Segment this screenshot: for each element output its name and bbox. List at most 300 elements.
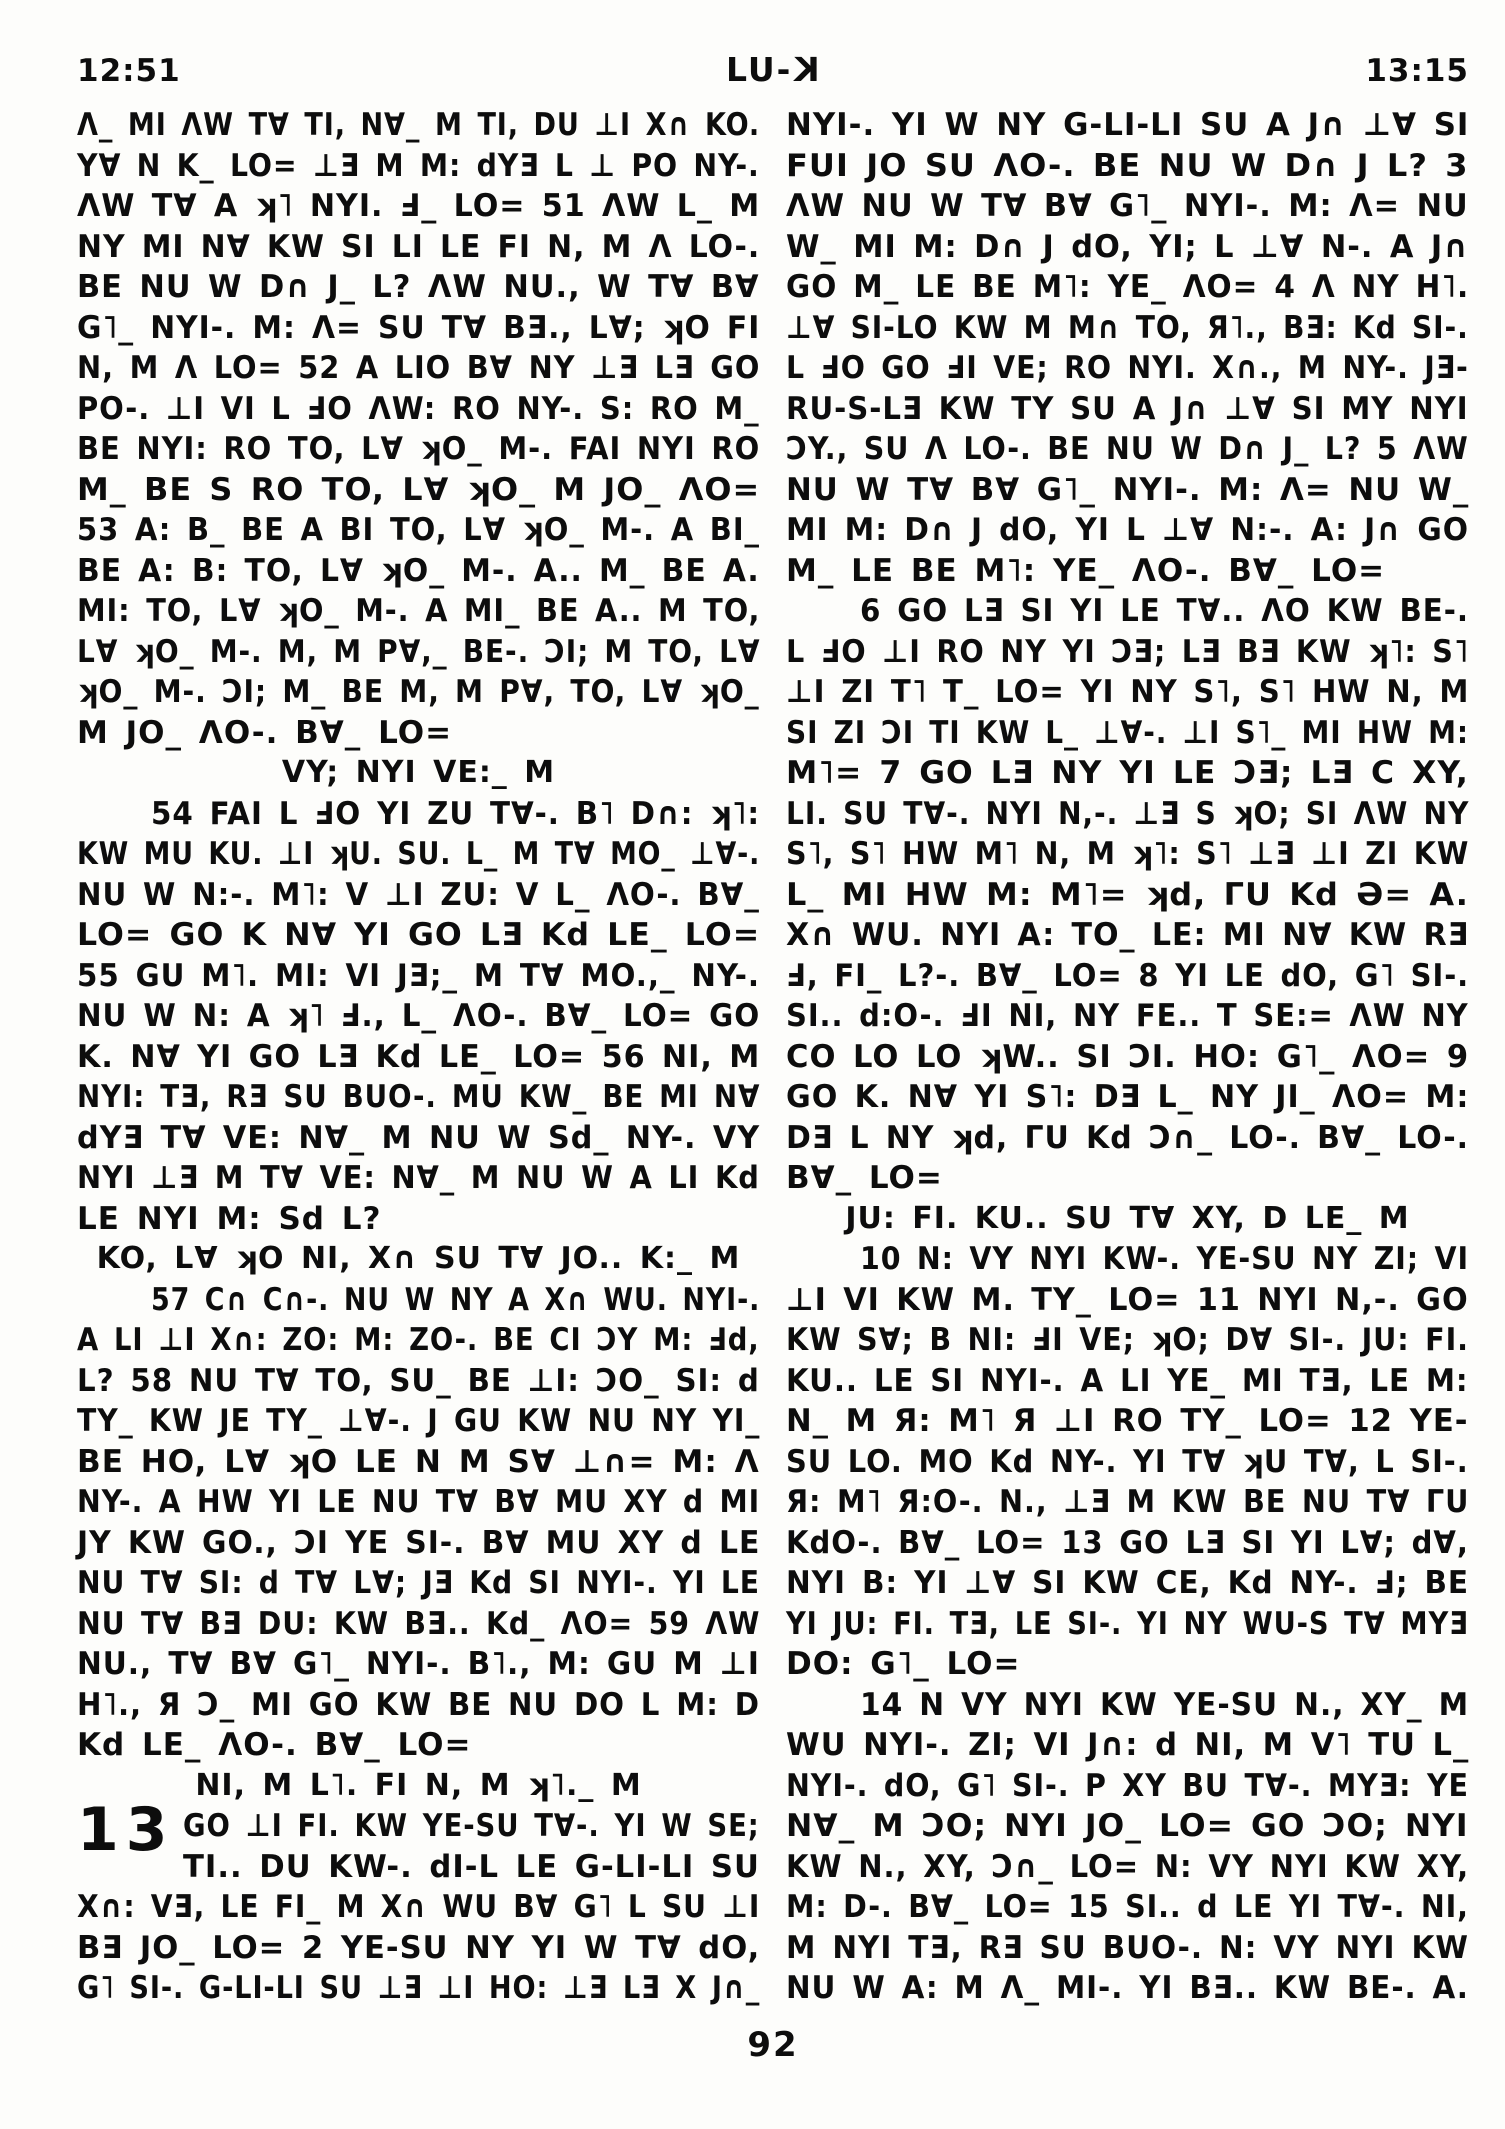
- section-heading: [77, 1766, 760, 1807]
- text-line: [786, 1361, 1469, 1402]
- text-line: [786, 1077, 1469, 1118]
- verse-ref-right: 13:15: [1365, 53, 1469, 89]
- text-run: M_ LE BE M˥: YE_ ΛO-. B∀_ LO=: [786, 552, 1386, 589]
- text-run: TY_ KW JE TY_ ⊥∀-. J GU KW NU NY YI_: [77, 1403, 761, 1439]
- text-run: A LI ⊥I X∩: ZO: M: ZO-. BE CI ƆY M: Ⅎd,: [77, 1322, 760, 1358]
- text-line: [786, 713, 1469, 754]
- text-line: [786, 753, 1469, 794]
- text-line-content: [77, 105, 760, 146]
- text-run: L?: [77, 1362, 131, 1399]
- text-line-content: [786, 1604, 1469, 1645]
- text-line: [77, 227, 760, 268]
- verse-number: 55: [77, 957, 120, 994]
- paragraph: [786, 1685, 1469, 2009]
- verse-number: 3: [1445, 147, 1469, 184]
- text-line-content: [786, 105, 1469, 146]
- text-line: [77, 713, 760, 754]
- text-line: [77, 632, 760, 673]
- text-line-content: [77, 146, 760, 187]
- text-line: [860, 1239, 1469, 1280]
- text-line-content: [77, 1644, 760, 1685]
- text-run: M JO_ ΛO-. B∀_ LO=: [77, 714, 453, 751]
- verse-number: 58: [130, 1362, 174, 1399]
- text-run: X∩: VƎ, LE FI_ M X∩ WU B∀ G˥ L SU ⊥I: [77, 1889, 761, 1925]
- text-line: [77, 470, 760, 511]
- text-line: [786, 1442, 1469, 1483]
- text-line: [786, 429, 1469, 470]
- text-line: [860, 591, 1469, 632]
- text-line-content: [786, 834, 1469, 875]
- chapter-block: [77, 1795, 761, 2009]
- text-run: GO K. N∀ YI S˥: DƎ L_ NY JI_ ΛO= M:: [786, 1079, 1470, 1115]
- text-run: L_ MI HW M: M˥= ʞd, ΓU Kd Ə= A.: [786, 876, 1469, 913]
- text-line: [77, 1482, 760, 1523]
- text-run: ƆY., SU Λ LO-. BE NU W D∩ J_ L?: [786, 431, 1377, 467]
- text-line: [77, 1604, 760, 1645]
- verse-number: 6: [860, 593, 882, 629]
- text-run: KdO-. B∀_ LO=: [786, 1524, 1062, 1561]
- text-run: NY MI N∀ KW SI LI LE FI N, M Λ LO-.: [77, 228, 761, 265]
- text-line-content: [786, 1887, 1469, 1928]
- text-line-content: [786, 389, 1469, 430]
- verse-number: 11: [1196, 1281, 1241, 1318]
- text-line-content: [786, 1280, 1469, 1321]
- text-line: [77, 146, 760, 187]
- text-run: LO= GO K N∀ YI GO LƎ Kd LE_ LO=: [77, 917, 761, 953]
- text-run: NYI B: YI ⊥∀ SI KW CE, Kd NY-. Ⅎ; BE: [786, 1565, 1470, 1601]
- text-line-content: [786, 1725, 1469, 1766]
- text-line-content: [77, 1158, 760, 1199]
- text-line: [786, 632, 1469, 673]
- text-line: [786, 105, 1469, 146]
- text-line-content: [786, 551, 1385, 592]
- text-line-content: [183, 1806, 760, 1847]
- text-line: [786, 1806, 1469, 1847]
- text-line: [786, 956, 1469, 997]
- book-title: [726, 50, 820, 90]
- text-line: [786, 672, 1469, 713]
- text-run: NYI: TƎ, RƎ SU BUO-. MU KW_ BE MI N∀: [77, 1079, 761, 1115]
- section-heading: [786, 1199, 1469, 1240]
- text-run: ΛW T∀ A ʞ˥ NYI. Ⅎ_ LO=: [77, 188, 542, 224]
- text-line-content: [786, 1928, 1469, 1969]
- text-run: YE-: [1392, 1403, 1469, 1439]
- text-line: [77, 510, 760, 551]
- text-line-content: [786, 672, 1469, 713]
- text-run: GU M˥. MI: VI JƎ;_ M T∀ MO.,_ NY-.: [119, 957, 760, 994]
- text-line-content: [786, 1077, 1469, 1118]
- text-line-content: [860, 591, 1469, 632]
- text-run: M_ BE S RO TO, L∀ ʞO_ M JO_ ΛO=: [77, 471, 761, 508]
- text-run: M NYI TƎ, RƎ SU BUO-. N: VY NYI KW: [786, 1929, 1469, 1966]
- text-run: NU T∀ TO, SU_ BE ⊥I: ƆO_ SI: d: [173, 1362, 760, 1399]
- text-run: ʞO_ M-. ƆI; M_ BE M, M P∀, TO, L∀ ʞO_: [77, 674, 760, 710]
- column-right: [786, 105, 1469, 2009]
- text-line: [77, 1158, 760, 1199]
- text-line-content: [786, 875, 1469, 916]
- text-line-content: [77, 915, 760, 956]
- text-line-content: [786, 1523, 1469, 1564]
- text-line: [77, 1442, 760, 1483]
- paragraph: [786, 105, 1469, 591]
- text-line: [77, 956, 760, 997]
- chapter-number: 13: [77, 1795, 175, 1865]
- text-run: Λ_ MI ΛW T∀ TI, N∀_ M TI, DU ⊥I X∩ KO.: [77, 107, 761, 143]
- text-line-content: [77, 875, 760, 916]
- text-run: NU T∀ SI: d T∀ L∀; JƎ Kd SI NYI-. YI LE: [77, 1565, 760, 1601]
- text-line: [77, 1968, 760, 2009]
- text-line-content: [786, 1766, 1469, 1807]
- text-run: K. N∀ YI GO LƎ Kd LE_ LO=: [77, 1038, 602, 1075]
- paragraph: [786, 591, 1469, 1199]
- text-run: SI.. d:O-. ℲI NI, NY FE.. T SE:= ΛW NY: [786, 998, 1469, 1034]
- text-line-content: [786, 1118, 1469, 1159]
- verse-number: 54: [151, 795, 194, 832]
- text-run: N VY NYI KW YE-SU N., XY_ M: [903, 1686, 1470, 1723]
- text-line: [77, 105, 760, 146]
- section-heading: [77, 753, 760, 794]
- text-line-content: [77, 956, 760, 997]
- page-number: 92: [747, 2024, 799, 2065]
- text-run: N, M Λ LO=: [77, 350, 299, 386]
- text-line-content: [77, 1199, 382, 1240]
- text-line-content: [786, 348, 1469, 389]
- text-line: [786, 834, 1469, 875]
- text-run: NU W N:-. M˥: V ⊥I ZU: V L_ ΛO-. B∀_: [77, 876, 760, 913]
- text-run: VY; NYI VE:_ M: [281, 755, 556, 790]
- text-line-content: [77, 1442, 760, 1483]
- text-line: [183, 1847, 760, 1888]
- verse-number: 9: [1446, 1038, 1470, 1075]
- section-heading-text: [97, 1239, 741, 1280]
- text-run: MI M: D∩ J dO, YI L ⊥∀ N:-. A: J∩ GO: [786, 512, 1469, 548]
- verse-ref-left: 12:51: [77, 53, 181, 89]
- column-left: [77, 105, 760, 2009]
- text-line: [151, 794, 760, 835]
- text-run: DO: G˥_ LO=: [786, 1646, 1021, 1682]
- text-line-content: [77, 1685, 760, 1726]
- text-line-content: [786, 753, 1469, 794]
- text-run: GO LƎ NY YI LE ƆƎ; LƎ C XY,: [902, 755, 1469, 791]
- text-run: N∀_ M ƆO; NYI JO_ LO= GO ƆO; NYI: [786, 1808, 1469, 1844]
- text-line-content: [786, 1401, 1469, 1442]
- text-line: [77, 1644, 760, 1685]
- section-heading: [77, 1239, 760, 1280]
- text-line-content: [786, 1968, 1469, 2009]
- text-line-content: [77, 348, 760, 389]
- text-run: TI.. DU KW-. dI-L LE G-LI-LI SU: [183, 1848, 760, 1885]
- text-run: ΛW L_ M: [585, 188, 761, 224]
- text-run: JU: FI. KU.. SU T∀ XY, D LE_ M: [845, 1200, 1410, 1236]
- text-line: [786, 1523, 1469, 1564]
- text-line-content: [77, 1968, 760, 2009]
- text-run: NI, M L˥. FI N, M ʞ˥._ M: [195, 1767, 642, 1803]
- text-run: YE-SU NY YI W T∀ dO,: [324, 1929, 761, 1966]
- text-line: [77, 591, 760, 632]
- text-line-content: [77, 591, 760, 632]
- text-line: [77, 1401, 760, 1442]
- text-run: ΛW: [689, 1605, 761, 1642]
- text-run: KU.. LE SI NYI-. A LI YE_ MI TƎ, LE M:: [786, 1362, 1469, 1399]
- text-columns: [77, 105, 1469, 2009]
- text-line: [77, 1118, 760, 1159]
- text-run: BE NU W D∩ J_ L? ΛW NU., W T∀ B∀: [77, 269, 760, 305]
- text-line: [77, 672, 760, 713]
- text-line-content: [77, 1928, 760, 1969]
- text-line-content: [77, 551, 760, 592]
- text-line-content: [77, 713, 452, 754]
- text-line: [786, 1847, 1469, 1888]
- text-line-content: [77, 996, 760, 1037]
- text-run: H˥., Я Ɔ_ MI GO KW BE NU DO L M: D: [77, 1686, 760, 1723]
- verse-number: 2: [301, 1929, 325, 1966]
- text-line: [77, 1685, 760, 1726]
- text-run: ⊥∀ SI-LO KW M M∩ TO, Я˥., BƎ: Kd SI-.: [786, 309, 1469, 346]
- text-run: YI JU: FI. TƎ, LE SI-. YI NY WU-S T∀ MYƎ: [786, 1605, 1469, 1642]
- text-run: L∀ ʞO_ M-. M, M P∀,_ BE-. ƆI; M TO, L∀: [77, 633, 761, 670]
- text-line: [786, 470, 1469, 511]
- text-line: [77, 1725, 760, 1766]
- section-heading-text: [845, 1199, 1409, 1240]
- text-line: [77, 551, 760, 592]
- section-heading-text: [282, 753, 555, 794]
- text-line-content: [77, 1037, 760, 1078]
- text-line-content: [860, 1239, 1469, 1280]
- verse-number: 51: [541, 188, 586, 224]
- text-line-content: [77, 308, 760, 349]
- text-run: M: D-. B∀_ LO=: [786, 1889, 1069, 1925]
- text-line-content: [786, 713, 1469, 754]
- text-line-content: [77, 1725, 471, 1766]
- text-line-content: [786, 510, 1469, 551]
- text-line-content: [786, 1158, 943, 1199]
- text-line-content: [786, 996, 1469, 1037]
- section-heading-text: [195, 1766, 641, 1807]
- verse-number: 7: [879, 755, 903, 791]
- text-line: [786, 1563, 1469, 1604]
- text-line-content: [151, 794, 760, 835]
- text-run: SU LO. MO Kd NY-. YI T∀ ʞU T∀, L SI-.: [786, 1443, 1469, 1480]
- text-line: [786, 146, 1469, 187]
- text-run: Ⅎ, FI_ L?-. B∀_ LO=: [786, 957, 1139, 994]
- text-line-content: [77, 470, 760, 511]
- text-line: [786, 308, 1469, 349]
- text-run: MI: TO, L∀ ʞO_ M-. A MI_ BE A.. M TO,: [77, 593, 761, 629]
- text-run: FAI L ℲO YI ZU T∀-. B˥ D∩: ʞ˥:: [193, 795, 761, 832]
- text-line: [77, 1928, 760, 1969]
- text-line: [786, 389, 1469, 430]
- text-line: [77, 389, 760, 430]
- text-run: N: VY NYI KW-. YE-SU NY ZI; VI: [901, 1241, 1469, 1277]
- text-line-content: [77, 1118, 760, 1159]
- text-run: ⊥I VI KW M. TY_ LO=: [786, 1281, 1197, 1318]
- text-run: LE NYI M: Sd L?: [77, 1200, 382, 1237]
- verse-number: 59: [648, 1605, 690, 1642]
- text-line-content: [77, 389, 760, 430]
- text-line-content: [786, 1361, 1469, 1402]
- text-run: ⊥I ZI T˥ T_ LO= YI NY S˥, S˥ HW N, M: [786, 674, 1470, 710]
- text-run: GO LƎ SI YI L∀; d∀,: [1103, 1524, 1469, 1561]
- text-line-content: [77, 1077, 760, 1118]
- text-line-content: [77, 227, 760, 268]
- text-run: NYI ⊥Ǝ M T∀ VE: N∀_ M NU W A LI Kd: [77, 1160, 760, 1196]
- text-run: ΛW NU W T∀ B∀ G˥_ NYI-. M: Λ= NU: [786, 188, 1469, 224]
- verse-number: 10: [860, 1241, 902, 1277]
- text-run: FUI JO SU ΛO-. BE NU W D∩ J L?: [786, 147, 1446, 184]
- text-run: RU-S-LƎ KW TY SU A J∩ ⊥∀ SI MY NYI: [786, 390, 1469, 427]
- text-run: BƎ JO_ LO=: [77, 1929, 302, 1966]
- book-title-prefix: LU-: [726, 50, 793, 89]
- text-line-content: [786, 1847, 1469, 1888]
- text-line-content: [786, 429, 1469, 470]
- text-line: [77, 348, 760, 389]
- text-line: [77, 834, 760, 875]
- text-run: NU W N: A ʞ˥ Ⅎ., L_ ΛO-. B∀_ LO= GO: [77, 998, 761, 1034]
- text-line: [786, 1320, 1469, 1361]
- text-line-content: [77, 267, 760, 308]
- text-run: NYI N,-. GO: [1240, 1281, 1469, 1318]
- text-line: [786, 794, 1469, 835]
- verse-number: 15: [1068, 1889, 1110, 1925]
- text-line-content: [786, 1037, 1469, 1078]
- text-run: NYI-. YI W NY G-LI-LI SU A J∩ ⊥∀ SI: [786, 107, 1470, 143]
- text-line-content: [786, 1320, 1469, 1361]
- text-run: Λ NY H˥.: [1295, 269, 1470, 305]
- text-run: G˥ SI-. G-LI-LI SU ⊥Ǝ ⊥I HO: ⊥Ǝ LƎ X J∩_: [77, 1970, 761, 2006]
- text-line: [786, 1482, 1469, 1523]
- text-line: [77, 996, 760, 1037]
- text-line: [77, 875, 760, 916]
- text-run: GO ⊥I FI. KW YE-SU T∀-. YI W SE;: [183, 1808, 760, 1844]
- text-run: Y∀ N K_ LO= ⊥Ǝ M M: dYƎ L ⊥ PO NY-.: [77, 147, 760, 184]
- text-run: KW N., XY, Ɔ∩_ LO= N: VY NYI KW XY,: [786, 1848, 1470, 1885]
- text-line-content: [786, 794, 1469, 835]
- text-line: [77, 1199, 760, 1240]
- text-line: [77, 1887, 760, 1928]
- paragraph: [77, 105, 760, 753]
- text-line: [786, 510, 1469, 551]
- text-line-content: [183, 1847, 760, 1888]
- verse-number: 57: [151, 1281, 191, 1318]
- running-head: [77, 50, 1469, 91]
- text-line: [77, 1523, 760, 1564]
- text-line: [860, 1685, 1469, 1726]
- text-run: SI.. d LE YI T∀-. NI,: [1109, 1889, 1469, 1925]
- text-line: [786, 1968, 1469, 2009]
- text-line: [786, 1037, 1469, 1078]
- text-line: [786, 915, 1469, 956]
- book-title-mirrored-k: K: [792, 50, 820, 89]
- text-line-content: [77, 1482, 760, 1523]
- verse-number: 52: [298, 350, 341, 386]
- verse-number: 13: [1061, 1524, 1104, 1561]
- text-run: NU., T∀ B∀ G˥_ NYI-. B˥., M: GU M ⊥I: [77, 1646, 760, 1682]
- text-run: Kd LE_ ΛO-. B∀_ LO=: [77, 1727, 472, 1763]
- verse-number: 4: [1274, 269, 1296, 305]
- text-run: GO M_ LE BE M˥: YE_ ΛO=: [786, 269, 1275, 305]
- text-line: [786, 1766, 1469, 1807]
- text-line: [786, 1604, 1469, 1645]
- text-line: [786, 1158, 1469, 1199]
- text-run: NI, M: [645, 1038, 761, 1075]
- verse-number: 56: [601, 1038, 646, 1075]
- text-line: [786, 1887, 1469, 1928]
- text-line: [786, 186, 1469, 227]
- text-run: dYƎ T∀ VE: N∀_ M NU W Sd_ NY-. VY: [77, 1119, 761, 1156]
- text-run: BE NYI: RO TO, L∀ ʞO_ M-. FAI NYI RO: [77, 431, 761, 467]
- text-run: CO LO LO ʞW.. SI ƆI. HO: G˥_ ΛO=: [786, 1038, 1447, 1075]
- text-line: [77, 1077, 760, 1118]
- paragraph: [77, 794, 760, 1240]
- text-line-content: [77, 672, 760, 713]
- text-line: [786, 1118, 1469, 1159]
- verse-number: 8: [1138, 957, 1160, 994]
- text-run: DƎ L NY ʞd, ΓU Kd Ɔ∩_ LO-. B∀_ LO-.: [786, 1119, 1469, 1156]
- text-run: L ℲO GO ℲI VE; RO NYI. X∩., M NY-. JƎ-: [786, 350, 1469, 386]
- text-line-content: [77, 1887, 760, 1928]
- text-line-content: [786, 1644, 1021, 1685]
- text-line: [151, 1280, 760, 1321]
- text-line-content: [786, 1482, 1469, 1523]
- paragraph: [786, 1239, 1469, 1685]
- text-run: ΛW: [1397, 431, 1469, 467]
- text-line: [183, 1806, 760, 1847]
- text-line-content: [77, 1401, 760, 1442]
- text-line-content: [786, 1563, 1469, 1604]
- text-run: W_ MI M: D∩ J dO, YI; L ⊥∀ N-. A J∩: [786, 228, 1469, 265]
- text-line-content: [786, 956, 1469, 997]
- text-run: WU NYI-. ZI; VI J∩: d NI, M V˥ TU L_: [786, 1727, 1470, 1763]
- paragraph: [77, 1280, 760, 1766]
- text-line-content: [786, 470, 1469, 511]
- text-line-content: [77, 1563, 760, 1604]
- text-run: NYI-. dO, G˥ SI-. P XY BU T∀-. MYƎ: YE: [786, 1767, 1469, 1804]
- text-line-content: [786, 186, 1469, 227]
- text-run: KW S∀; B NI: ℲI VE; ʞO; D∀ SI-. JU: FI.: [786, 1322, 1469, 1358]
- text-run: NU W T∀ B∀ G˥_ NYI-. M: Λ= NU W_: [786, 471, 1470, 508]
- text-line: [786, 1401, 1469, 1442]
- text-run: BE HO, L∀ ʞO LE N M S∀ ⊥∩= M: Λ: [77, 1443, 760, 1480]
- text-run: Я: M˥ Я:O-. N., ⊥Ǝ M KW BE NU T∀ ΓU: [786, 1484, 1470, 1520]
- text-line: [77, 1361, 760, 1402]
- text-line-content: [77, 632, 760, 673]
- text-line-content: [77, 1604, 760, 1645]
- text-run: NU T∀ BƎ DU: KW BƎ.. Kd_ ΛO=: [77, 1605, 649, 1642]
- text-run: G˥_ NYI-. M: Λ= SU T∀ BƎ., L∀; ʞO FI: [77, 309, 761, 346]
- text-line: [77, 429, 760, 470]
- text-run: M˥=: [786, 755, 880, 791]
- text-line: [786, 875, 1469, 916]
- verse-number: 53: [77, 512, 120, 548]
- text-run: S˥, S˥ HW M˥ N, M ʞ˥: S˥ ⊥Ǝ ⊥I ZI KW: [786, 836, 1470, 872]
- text-run: L ℲO ⊥I RO NY YI ƆƎ; LƎ BƎ KW ʞ˥: S˥: [786, 633, 1470, 670]
- text-line: [786, 267, 1469, 308]
- text-line: [786, 1725, 1469, 1766]
- text-line-content: [786, 1442, 1469, 1483]
- text-run: X∩ WU. NYI A: TO_ LE: MI N∀ KW RƎ: [786, 917, 1470, 953]
- text-line: [786, 1280, 1469, 1321]
- text-run: A LIO B∀ NY ⊥Ǝ LƎ GO: [340, 350, 761, 386]
- text-line: [786, 1928, 1469, 1969]
- text-line-content: [786, 227, 1469, 268]
- text-line: [77, 915, 760, 956]
- text-line: [786, 227, 1469, 268]
- text-line-content: [786, 632, 1469, 673]
- text-run: NY-. A HW YI LE NU T∀ B∀ MU XY d MI: [77, 1484, 761, 1520]
- page-footer: [77, 2025, 1469, 2065]
- text-line-content: [860, 1685, 1469, 1726]
- text-line-content: [786, 267, 1469, 308]
